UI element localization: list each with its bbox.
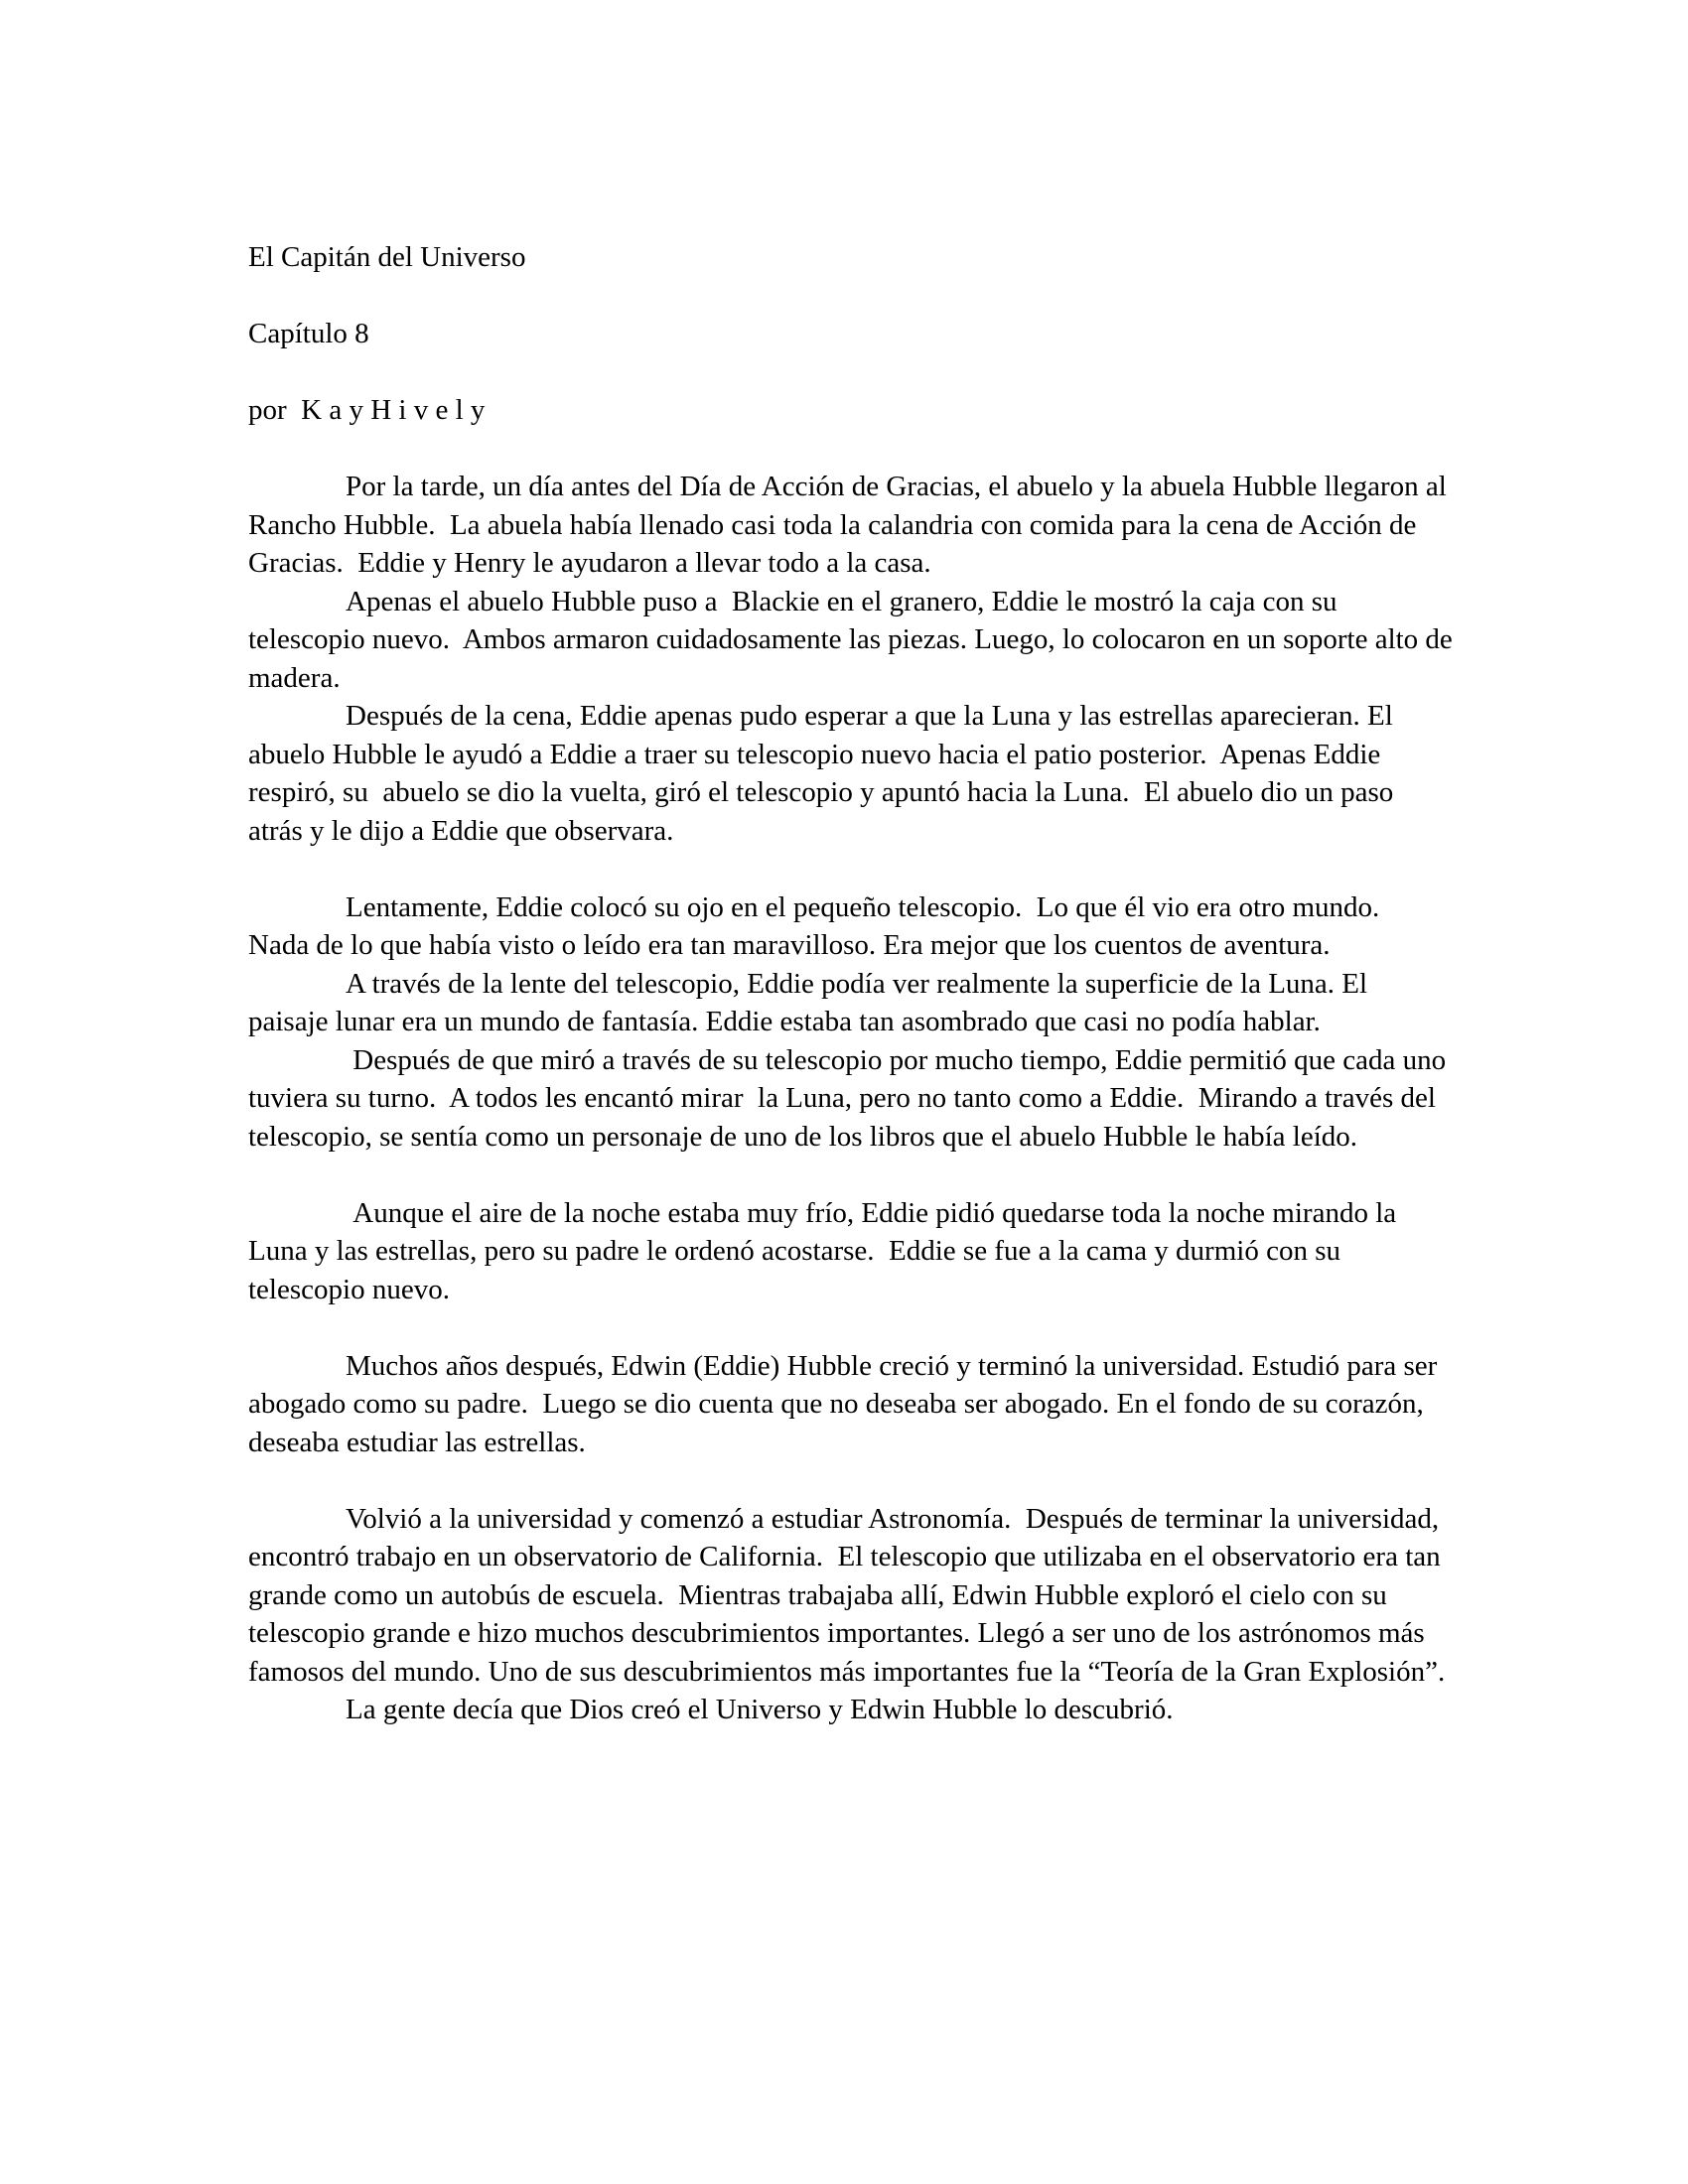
document-content <box>248 238 1461 1729</box>
paragraph: Por la tarde, un día antes del Día de Acción de Gracias, el abuelo y la abuela Hubble llegaron al Rancho Hubble. La abuela había llenado casi toda la calandria con comida para la cena de Acción de Gracias. Eddie y Henry le ayudaron a llevar todo a la casa. <box>248 471 1455 579</box>
paragraph: A través de la lente del telescopio, Eddie podía ver realmente la superficie de la Luna. El paisaje lunar era un mundo de fantasía. Eddie estaba tan asombrado que casi no podía hablar. <box>248 967 1375 1037</box>
document-title: El Capitán del Universo <box>248 241 526 273</box>
paragraph: Volvió a la universidad y comenzó a estudiar Astronomía. Después de terminar la universidad, encontró trabajo en un observatorio de California. El telescopio que utilizaba en el observatorio era tan grande como un autobús de escuela. Mientras trabajaba allí, Edwin Hubble exploró el cielo con su telescopio grande e hizo muchos descubrimientos importantes. Llegó a ser uno de los astrónomos más famosos del mundo. Uno de sus descubrimientos más importantes fue la “Teoría de la Gran Explosión”. <box>248 1502 1454 1688</box>
paragraph: Aunque el aire de la noche estaba muy frío, Eddie pidió quedarse toda la noche mirando la Luna y las estrellas, pero su padre le ordenó acostarse. Eddie se fue a la cama y durmió con su telescopio nuevo. <box>248 1196 1404 1305</box>
author-byline: por K a y H i v e l y <box>248 394 486 426</box>
chapter-heading: Capítulo 8 <box>248 318 369 349</box>
paragraph: Apenas el abuelo Hubble puso a Blackie en el granero, Eddie le mostró la caja con su telescopio nuevo. Ambos armaron cuidadosamente las piezas. Luego, lo colocaron en un soporte alto de madera. <box>248 585 1461 694</box>
paragraph: Lentamente, Eddie colocó su ojo en el pequeño telescopio. Lo que él vio era otro mundo. Nada de lo que había visto o leído era tan maravilloso. Era mejor que los cuentos de aventura. <box>248 890 1394 961</box>
paragraph: Después de que miró a través de su telescopio por mucho tiempo, Eddie permitió que cada uno tuviera su turno. A todos les encantó mirar la Luna, pero no tanto como a Eddie. Mirando a través del telescopio, se sentía como un personaje de uno de los libros que el abuelo Hubble le había leído. <box>248 1043 1454 1153</box>
paragraph: Muchos años después, Edwin (Eddie) Hubble creció y terminó la universidad. Estudió para ser abogado como su padre. Luego se dio cuenta que no deseaba ser abogado. En el fondo de su corazón, deseaba estudiar las estrellas. <box>248 1349 1445 1458</box>
paragraph: La gente decía que Dios creó el Universo y Edwin Hubble lo descubrió. <box>346 1694 1174 1725</box>
paragraph: Después de la cena, Eddie apenas pudo esperar a que la Luna y las estrellas aparecieran. El abuelo Hubble le ayudó a Eddie a traer su telescopio nuevo hacia el patio posterior. Apenas Eddie respiró, su abuelo se dio la vuelta, giró el telescopio y apuntó hacia la Luna. El abuelo dio un paso atrás y le dijo a Eddie que observara. <box>248 700 1401 847</box>
